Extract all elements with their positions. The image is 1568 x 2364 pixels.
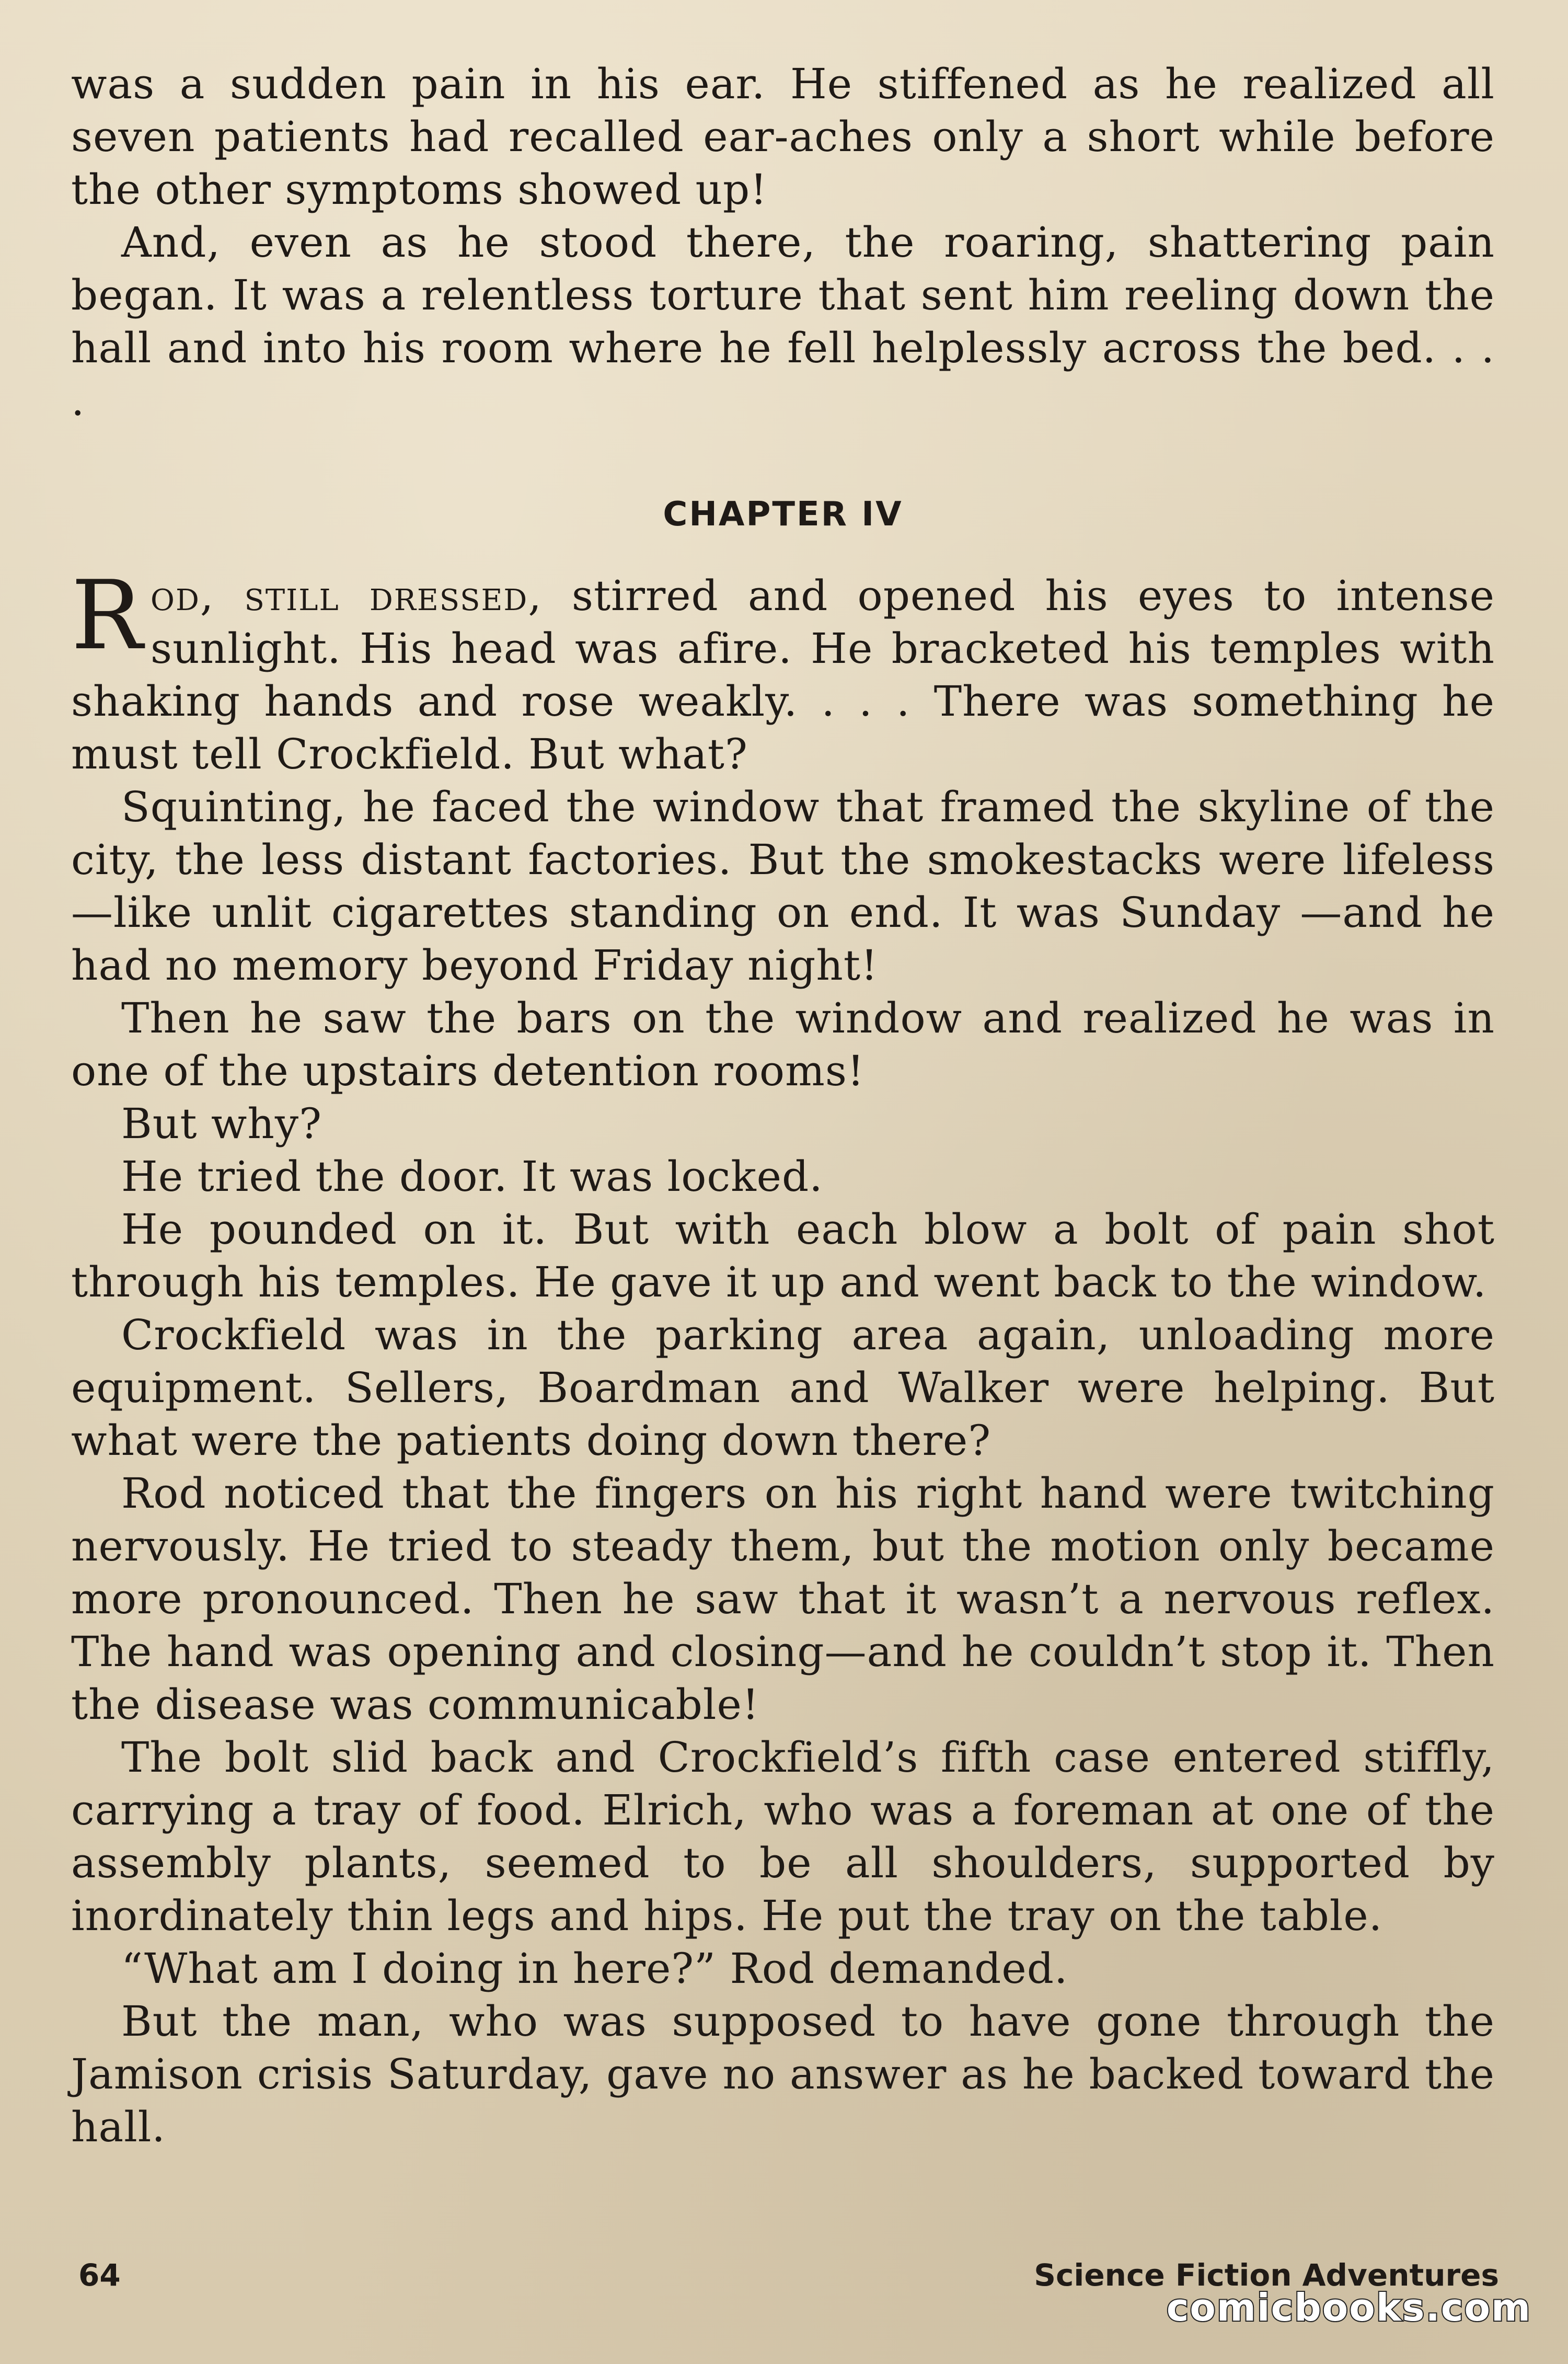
paragraph: Squinting, he faced the window that framed the skyline of the city, the less distant factories. But the smokestacks were lifeless—like unlit cigarettes standing on end. It was Sunday —and he had no memory beyond Friday night! (71, 783, 1495, 990)
smallcaps-lead: od, still dressed, (151, 571, 543, 620)
paragraph: But why? (121, 1099, 322, 1148)
paragraph: But the man, who was supposed to have gone through the Jamison crisis Saturday, gave no answer as he backed toward the hall. (71, 1997, 1495, 2151)
text-column (71, 58, 1495, 2153)
drop-cap: R (71, 560, 144, 671)
magazine-title: Science Fiction Adventures (1034, 2257, 1499, 2293)
paragraph: Then he saw the bars on the window and realized he was in one of the upstairs detention rooms! (71, 994, 1495, 1095)
paragraph: “What am I doing in here?” Rod demanded. (121, 1944, 1068, 1993)
paragraph: was a sudden pain in his ear. He stiffened as he realized all seven patients had recalled ear-aches only a short while before the other symptoms showed up! (71, 60, 1495, 214)
paragraph: And, even as he stood there, the roaring, shattering pain began. It was a relentless torture that sent him reeling down the hall and into his room where he fell helplessly across the bed. . . . (71, 218, 1495, 425)
paragraph: Crockfield was in the parking area again, unloading more equipment. Sellers, Boardman and Walker were helping. But what were the patients doing down there? (71, 1311, 1495, 1465)
chapter-heading: CHAPTER IV (663, 495, 903, 534)
paragraph: He tried the door. It was locked. (121, 1152, 823, 1201)
paragraph: He pounded on it. But with each blow a bolt of pain shot through his temples. He gave it up and went back to the window. (71, 1205, 1495, 1306)
paragraph: The bolt slid back and Crockfield’s fifth case entered stiffly, carrying a tray of food. Elrich, who was a foreman at one of the assembly plants, seemed to be all shoulders, supported by inordinately thin legs and hips. He put the tray on the table. (71, 1733, 1495, 1940)
paragraph-text: stirred and opened his eyes to intense sunlight. His head was afire. He bracketed his temples with shaking hands and rose weakly. . . . There was something he must tell Crockfield. But what? (71, 571, 1495, 778)
paragraph: Rod noticed that the fingers on his right hand were twitching nervously. He tried to steady them, but the motion only became more pronounced. Then he saw that it wasn’t a nervous reflex. The hand was opening and closing—and he couldn’t stop it. Then the disease was communicable! (71, 1469, 1495, 1729)
dropcap-paragraph (71, 560, 1495, 781)
page-number: 64 (78, 2257, 121, 2293)
watermark: comicbooks.com (1166, 2286, 1531, 2329)
